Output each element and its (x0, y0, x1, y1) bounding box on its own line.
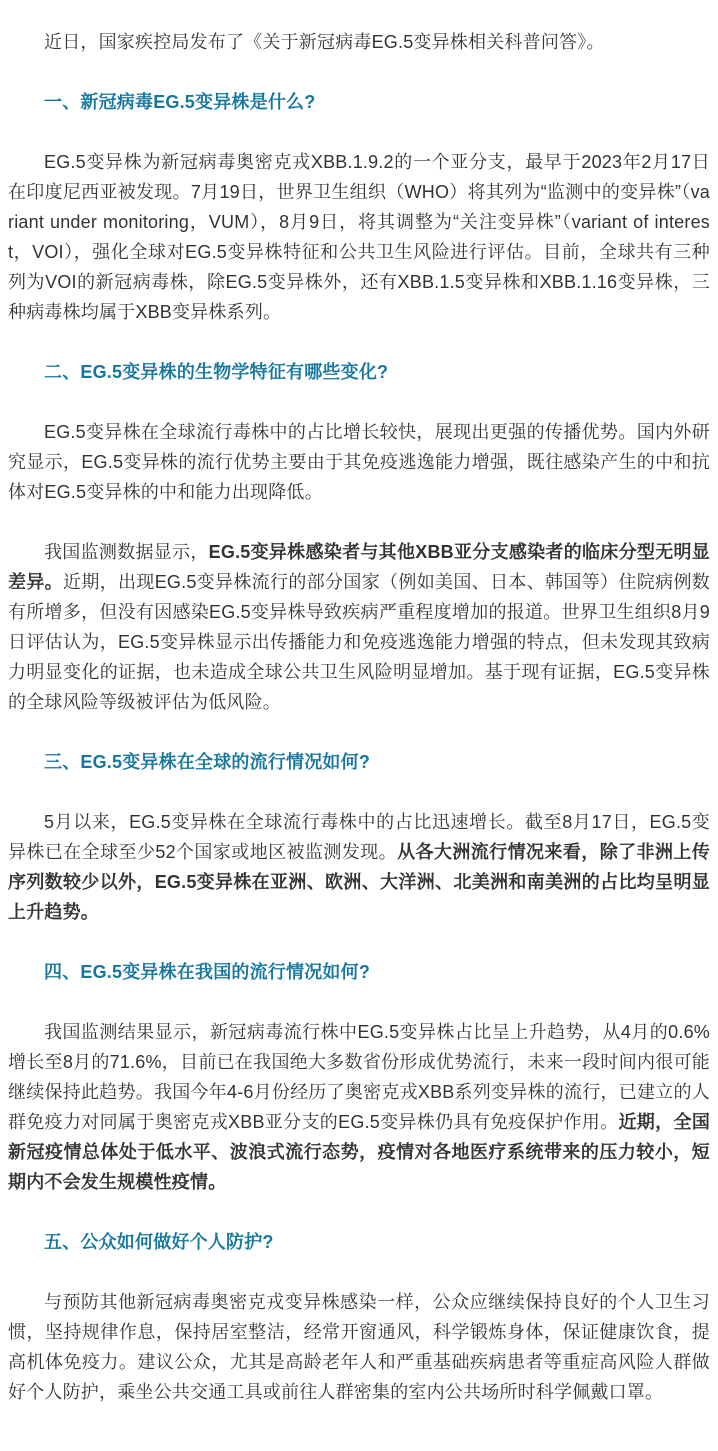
paragraph (8, 1287, 710, 1407)
paragraph (8, 537, 710, 717)
text-run: 与预防其他新冠病毒奥密克戎变异株感染一样，公众应继续保持良好的个人卫生习惯，坚持规律作息，保持居室整洁，经常开窗通风，科学锻炼身体，保证健康饮食，提高机体免疫力。建议公众，尤其是高龄老年人和严重基础疾病患者等重症高风险人群做好个人防护，乘坐公共交通工具或前往人群密集的室内公共场所时科学佩戴口罩。 (8, 1292, 710, 1402)
text-run: 我国监测结果显示，新冠病毒流行株中EG.5变异株占比呈上升趋势，从4月的0.6%增长至8月的71.6%，目前已在我国绝大多数省份形成优势流行，未来一段时间内很可能继续保持此趋势。我国今年4-6月份经历了奥密克戎XBB系列变异株的流行，已建立的人群免疫力对同属于奥密克戎XBB亚分支的EG.5变异株仍具有免疫保护作用。 (8, 1022, 710, 1132)
text-run: 5月以来，EG.5变异株在全球流行毒株中的占比迅速增长。截至8月17日，EG.5变异株已在全球至少52个国家或地区被监测发现。 (8, 812, 710, 862)
section-heading: 二、EG.5变异株的生物学特征有哪些变化? (44, 362, 389, 382)
section-heading: 五、公众如何做好个人防护? (44, 1232, 274, 1252)
paragraph (8, 417, 710, 507)
bold-text-run: EG.5变异株感染者与其他XBB亚分支感染者的临床分型无明显差异。 (8, 542, 710, 592)
section-heading: 一、新冠病毒EG.5变异株是什么? (44, 92, 316, 112)
section-heading: 三、EG.5变异株在全球的流行情况如何? (44, 752, 371, 772)
text-run: EG.5变异株在全球流行毒株中的占比增长较快，展现出更强的传播优势。国内外研究显示，EG.5变异株的流行优势主要由于其免疫逃逸能力增强，既往感染产生的中和抗体对EG.5变异株的中和能力出现降低。 (8, 422, 710, 502)
paragraph (8, 27, 710, 57)
text-run: 我国监测数据显示， (44, 542, 209, 562)
bold-text-run: 近期，全国新冠疫情总体处于低水平、波浪式流行态势，疫情对各地医疗系统带来的压力较小，短期内不会发生规模性疫情。 (8, 1112, 711, 1192)
paragraph (8, 807, 710, 927)
text-run: EG.5变异株为新冠病毒奥密克戎XBB.1.9.2的一个亚分支，最早于2023年2月17日在印度尼西亚被发现。7月19日，世界卫生组织（WHO）将其列为“监测中的变异株”（variant under monitoring，VUM），8月9日，将其调整为“关注变异株”（variant of interest，VOI），强化全球对EG.5变异株特征和公共卫生风险进行评估。目前，全球共有三种列为VOI的新冠病毒株，除EG.5变异株外，还有XBB.1.5变异株和XBB.1.16变异株，三种病毒株均属于XBB变异株系列。 (8, 152, 710, 322)
paragraph (8, 147, 710, 327)
paragraph (8, 1017, 710, 1197)
text-run: 近期，出现EG.5变异株流行的部分国家（例如美国、日本、韩国等）住院病例数有所增多，但没有因感染EG.5变异株导致疾病严重程度增加的报道。世界卫生组织8月9日评估认为，EG.5变异株显示出传播能力和免疫逃逸能力增强的特点，但未发现其致病力明显变化的证据，也未造成全球公共卫生风险明显增加。基于现有证据，EG.5变异株的全球风险等级被评估为低风险。 (8, 572, 710, 712)
section-heading: 四、EG.5变异株在我国的流行情况如何? (44, 962, 371, 982)
text-run: 近日，国家疾控局发布了《关于新冠病毒EG.5变异株相关科普问答》。 (44, 32, 605, 52)
bold-text-run: 从各大洲流行情况来看，除了非洲上传序列数较少以外，EG.5变异株在亚洲、欧洲、大洋洲、北美洲和南美洲的占比均呈明显上升趋势。 (8, 842, 710, 922)
